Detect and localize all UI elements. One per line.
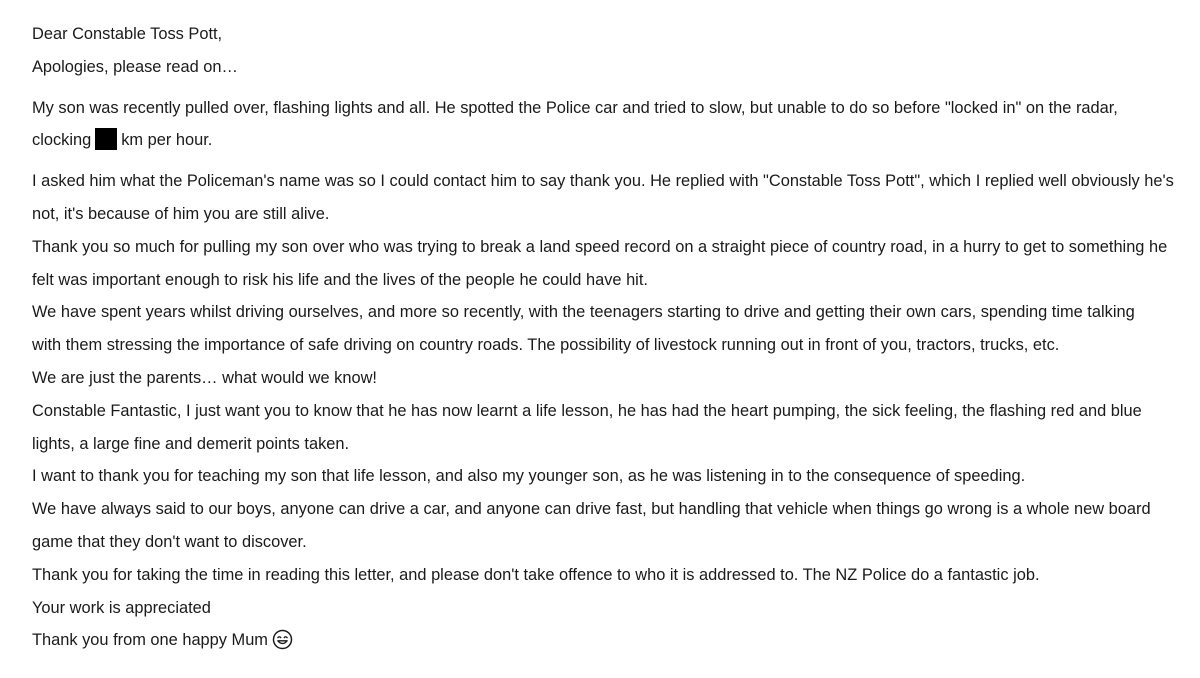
paragraph-3-line-2: felt was important enough to risk his life and the lives of the people he could have hit. <box>32 270 648 289</box>
paragraph-2-line-1: I asked him what the Policeman's name was so I could contact him to say thank you. He replied with "Constable Toss Pott", which I replied well obviously he's <box>32 172 1174 191</box>
clocking-text: clocking <box>32 131 92 150</box>
salutation: Dear Constable Toss Pott, <box>32 25 223 43</box>
paragraph-1-line-1: My son was recently pulled over, flashing lights and all. He spotted the Police car and tried to slow, but unable to do so before "locked in" on the radar, <box>32 98 1118 117</box>
paragraph-10: Your work is appreciated <box>32 598 211 617</box>
signoff-text: Thank you from one happy Mum <box>32 631 268 650</box>
paragraph-gap <box>32 157 1182 165</box>
apology-line: Apologies, please read on… <box>32 57 238 76</box>
paragraph-1-line-2 <box>32 124 1182 157</box>
paragraph-4-line-1: We have spent years whilst driving ourselves, and more so recently, with the teenagers starting to drive and getting their own cars, spending time talking <box>32 303 1135 322</box>
speed-unit-text: km per hour. <box>121 131 213 150</box>
smiling-emoji-icon <box>272 629 293 662</box>
paragraph-5: We are just the parents… what would we know! <box>32 368 377 387</box>
signoff-line <box>32 624 1182 657</box>
paragraph-4-line-2: with them stressing the importance of safe driving on country roads. The possibility of livestock running out in front of you, tractors, trucks, etc. <box>32 336 1060 355</box>
paragraph-8-line-1: We have always said to our boys, anyone can drive a car, and anyone can drive fast, but handling that vehicle when things go wrong is a whole new board <box>32 500 1151 519</box>
paragraph-gap <box>32 84 1182 92</box>
paragraph-8-line-2: game that they don't want to discover. <box>32 532 307 551</box>
paragraph-3-line-1: Thank you so much for pulling my son over who was trying to break a land speed record on a straight piece of country road, in a hurry to get to something he <box>32 237 1168 256</box>
paragraph-6-line-1: Constable Fantastic, I just want you to know that he has now learnt a life lesson, he has had the heart pumping, the sick feeling, the flashing red and blue <box>32 401 1142 420</box>
letter <box>32 18 1182 657</box>
redaction-box <box>95 128 117 150</box>
paragraph-6-line-2: lights, a large fine and demerit points taken. <box>32 434 350 453</box>
paragraph-9: Thank you for taking the time in reading this letter, and please don't take offence to who it is addressed to. The NZ Police do a fantastic job. <box>32 565 1040 584</box>
paragraph-2-line-2: not, it's because of him you are still alive. <box>32 204 330 223</box>
paragraph-7: I want to thank you for teaching my son that life lesson, and also my younger son, as he was listening in to the consequence of speeding. <box>32 467 1026 486</box>
